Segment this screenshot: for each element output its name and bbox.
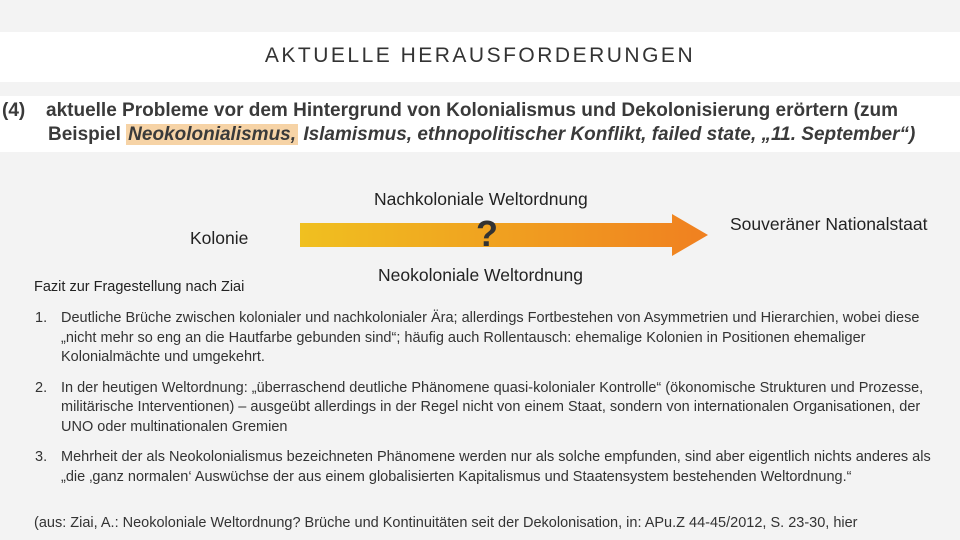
list-item-text: Mehrheit der als Neokolonialismus bezeichneten Phänomene werden nur als solche empfunden, sind aber eigentlich nichts anderes als „die ‚ganz normalen‘ Auswüchse der aus einem globalisierten Kapitalismus und Staatensystem bestehenden Weltordnung.“ — [61, 449, 931, 485]
task-highlight: Neokolonialismus, — [128, 124, 297, 145]
task-line-2-prefix: Beispiel — [48, 124, 121, 145]
list-item — [30, 309, 950, 368]
title-bar — [0, 32, 960, 82]
label-neokoloniale-weltordnung: Neokoloniale Weltordnung — [378, 265, 583, 285]
fazit-label: Fazit zur Fragestellung nach Ziai — [34, 279, 245, 295]
label-souveraener-nationalstaat: Souveräner Nationalstaat — [730, 214, 928, 234]
list-item — [30, 448, 950, 487]
label-nachkoloniale-weltordnung: Nachkoloniale Weltordnung — [374, 189, 588, 209]
list-item-text: In der heutigen Weltordnung: „überraschend deutliche Phänomene quasi-kolonialer Kontrolle“ (ökonomische Strukturen und Prozesse, militärische Interventionen) – ausgeübt allerdings in der Regel nicht von einem Staat, sondern von internationalen Organisationen, der UNO oder multinationalen Gremien — [61, 379, 924, 435]
task-line-2 — [48, 124, 915, 146]
list-item-number: 3. — [35, 449, 48, 465]
task-statement — [0, 96, 960, 152]
task-number: (4) — [2, 100, 26, 121]
question-mark: ? — [476, 213, 498, 254]
points-list — [30, 309, 950, 498]
label-kolonie: Kolonie — [190, 228, 249, 248]
list-item — [30, 379, 950, 438]
slide-title: AKTUELLE HERAUSFORDERUNGEN — [264, 44, 696, 67]
list-item-number: 1. — [35, 310, 48, 326]
source-citation: (aus: Ziai, A.: Neokoloniale Weltordnung? Brüche und Kontinuitäten seit der Dekolonisation, in: APu.Z 44-45/2012, S. 23-30, hier — [34, 515, 858, 531]
list-item-number: 2. — [35, 379, 48, 396]
list-item-text: Deutliche Brüche zwischen kolonialer und nachkolonialer Ära; allerdings Fortbestehen von Asymmetrien und Hierarchien, wobei diese „nicht mehr so eng an die Hautfarbe gebunden sind“; häufig auch Rollentausch: ehemalige Kolonien in Positionen ehemaliger Kolonialmächte und umgekehrt. — [61, 310, 920, 365]
task-line-1 — [2, 100, 898, 122]
task-line-2-rest: Islamismus, ethnopolitischer Konflikt, failed state, „11. September“) — [303, 124, 916, 145]
right-arrow-icon — [300, 214, 710, 260]
task-line-1-text: aktuelle Probleme vor dem Hintergrund von Kolonialismus und Dekolonisierung erörtern (zum — [46, 100, 898, 121]
